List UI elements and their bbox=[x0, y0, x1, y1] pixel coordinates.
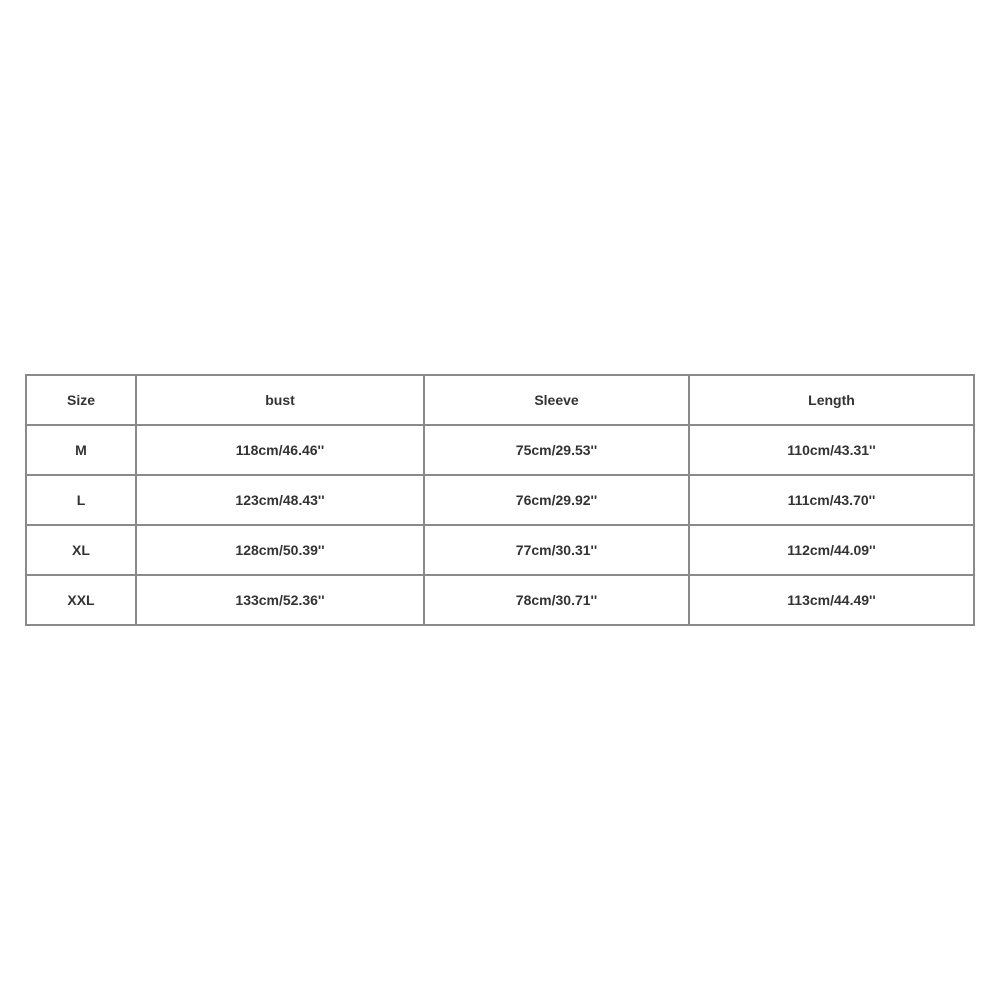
table-row bbox=[26, 575, 974, 625]
table-row bbox=[26, 425, 974, 475]
cell-bust: 128cm/50.39'' bbox=[136, 525, 424, 575]
size-chart-table bbox=[25, 374, 975, 626]
header-sleeve: Sleeve bbox=[424, 375, 689, 425]
cell-sleeve: 75cm/29.53'' bbox=[424, 425, 689, 475]
cell-length: 111cm/43.70'' bbox=[689, 475, 974, 525]
cell-size: M bbox=[26, 425, 136, 475]
cell-sleeve: 78cm/30.71'' bbox=[424, 575, 689, 625]
table-header-row bbox=[26, 375, 974, 425]
cell-bust: 123cm/48.43'' bbox=[136, 475, 424, 525]
cell-length: 113cm/44.49'' bbox=[689, 575, 974, 625]
header-bust: bust bbox=[136, 375, 424, 425]
cell-length: 110cm/43.31'' bbox=[689, 425, 974, 475]
cell-bust: 118cm/46.46'' bbox=[136, 425, 424, 475]
header-length: Length bbox=[689, 375, 974, 425]
header-size: Size bbox=[26, 375, 136, 425]
table-row bbox=[26, 525, 974, 575]
table-row bbox=[26, 475, 974, 525]
cell-size: L bbox=[26, 475, 136, 525]
cell-sleeve: 76cm/29.92'' bbox=[424, 475, 689, 525]
cell-size: XL bbox=[26, 525, 136, 575]
cell-size: XXL bbox=[26, 575, 136, 625]
cell-length: 112cm/44.09'' bbox=[689, 525, 974, 575]
cell-sleeve: 77cm/30.31'' bbox=[424, 525, 689, 575]
cell-bust: 133cm/52.36'' bbox=[136, 575, 424, 625]
